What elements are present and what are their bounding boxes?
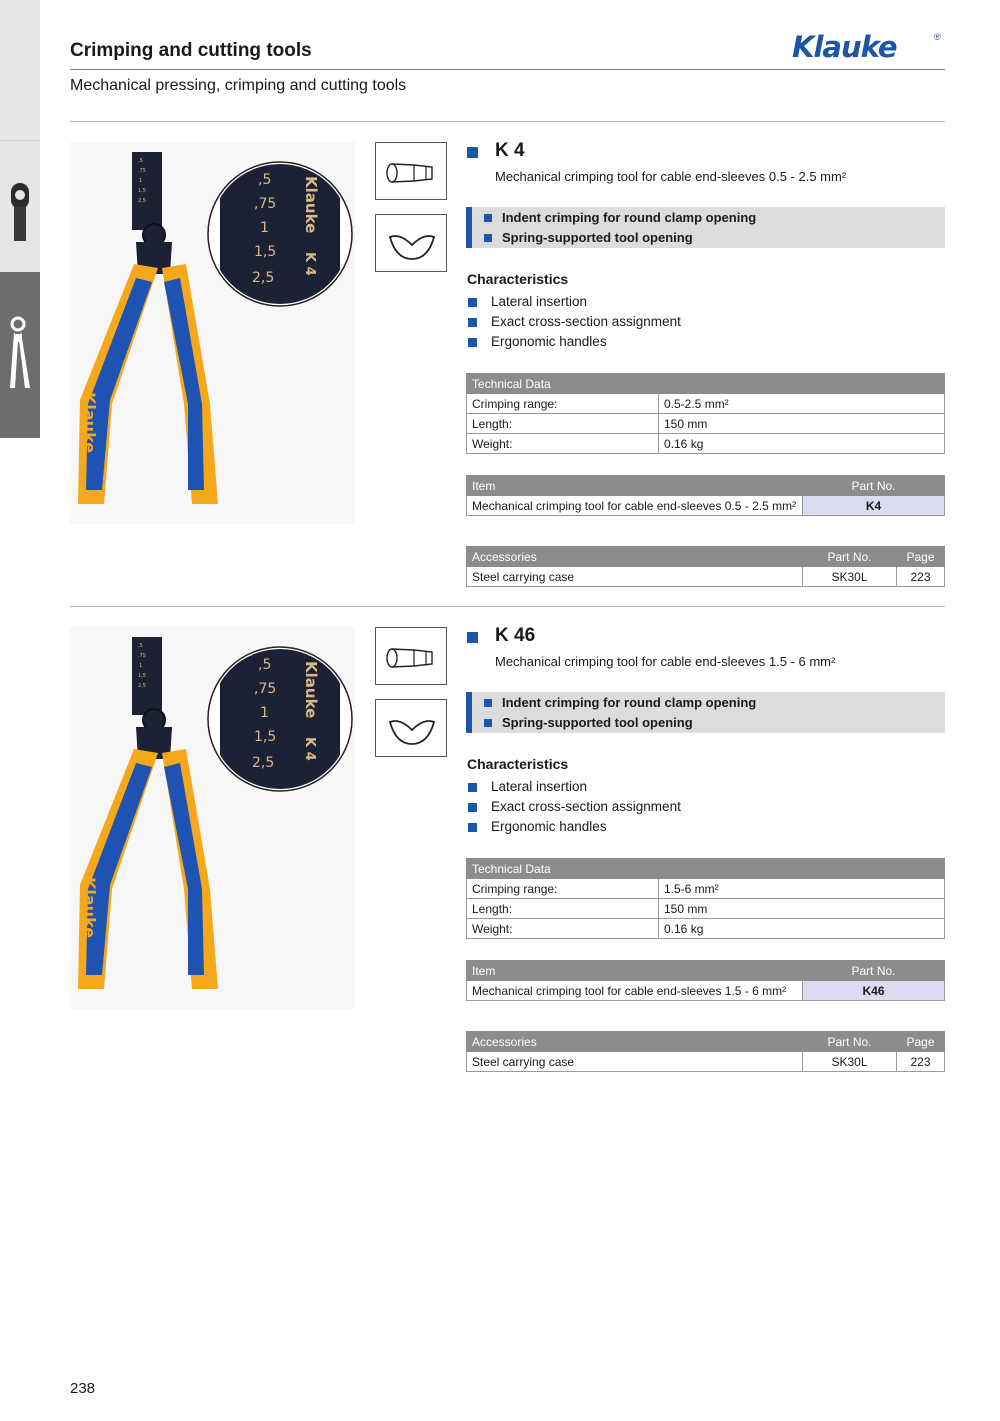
product-bullet [467,632,478,643]
table-row: Length: 150 mm [467,899,945,919]
table-row: Steel carrying case SK30L 223 [467,567,945,587]
svg-text:2,5: 2,5 [252,755,275,771]
table-row: Steel carrying case SK30L 223 [467,1052,945,1072]
end-sleeve-icon [375,142,447,200]
product-photo [70,142,355,524]
svg-text:1: 1 [260,220,269,236]
product-name: K 4 [495,140,525,161]
characteristic-item: Ergonomic handles [491,819,607,834]
characteristic-item: Lateral insertion [491,294,587,309]
svg-text:2,5: 2,5 [138,683,146,689]
table-row: Length: 150 mm [467,414,945,434]
table-row: Weight: 0.16 kg [467,434,945,454]
svg-text:,75: ,75 [254,196,277,212]
table-header: Technical Data [467,374,945,394]
svg-text:1: 1 [260,705,269,721]
handle-brand-text: Klauke [80,877,99,939]
page-subtitle: Mechanical pressing, crimping and cutting tools [70,77,407,94]
accessories-table: Accessories Part No. Page Steel carrying case SK30L 223 [466,1031,945,1072]
product-bullet [467,147,478,158]
indent-crimp-profile-icon [375,214,447,272]
product-k4 [0,122,1000,592]
svg-text:,75: ,75 [254,681,277,697]
svg-text:1,5: 1,5 [138,673,146,679]
svg-text:,75: ,75 [138,168,146,174]
crimping-plier-image [70,142,355,524]
characteristic-item: Lateral insertion [491,779,587,794]
table-row: Mechanical crimping tool for cable end-sleeves 0.5 - 2.5 mm² K4 [467,496,945,516]
end-sleeve-icon [375,627,447,685]
characteristics-title: Characteristics [467,756,569,772]
svg-text:K 4: K 4 [302,252,317,276]
feature-item: Spring-supported tool opening [502,230,693,245]
characteristics-title: Characteristics [467,271,569,287]
accessories-table: Accessories Part No. Page Steel carrying case SK30L 223 [466,546,945,587]
crimping-plier-image [70,627,355,1009]
logo-wordmark: Klauke [792,30,897,64]
feature-item: Indent crimping for round clamp opening [502,210,756,225]
svg-text:,75: ,75 [138,653,146,659]
page-number: 238 [70,1380,96,1397]
characteristic-item: Exact cross-section assignment [491,799,681,814]
item-table: Item Part No. Mechanical crimping tool for cable end-sleeves 0.5 - 2.5 mm² K4 [466,475,945,516]
svg-text:,5: ,5 [138,158,143,164]
product-description: Mechanical crimping tool for cable end-sleeves 0.5 - 2.5 mm² [495,169,847,184]
table-row: Crimping range: 0.5-2.5 mm² [467,394,945,414]
svg-text:1,5: 1,5 [138,188,146,194]
characteristic-item: Ergonomic handles [491,334,607,349]
feature-item: Indent crimping for round clamp opening [502,695,756,710]
feature-item: Spring-supported tool opening [502,715,693,730]
svg-text:Klauke: Klauke [302,661,320,719]
svg-text:1,5: 1,5 [254,244,277,260]
item-table: Item Part No. Mechanical crimping tool for cable end-sleeves 1.5 - 6 mm² K46 [466,960,945,1001]
feature-box [466,692,945,733]
svg-text:,5: ,5 [138,643,143,649]
page-title: Crimping and cutting tools [70,40,312,61]
svg-text:1,5: 1,5 [254,729,277,745]
product-name: K 46 [495,625,536,646]
header-divider [70,69,945,70]
svg-text:,5: ,5 [258,172,272,188]
svg-text:1: 1 [139,663,143,669]
table-row: Crimping range: 1.5-6 mm² [467,879,945,899]
part-number: K4 [803,496,945,516]
svg-text:K 4: K 4 [302,737,317,761]
technical-data-table [466,373,945,454]
handle-brand-text: Klauke [80,392,99,454]
product-description: Mechanical crimping tool for cable end-sleeves 1.5 - 6 mm² [495,654,836,669]
table-row: Weight: 0.16 kg [467,919,945,939]
svg-text:,5: ,5 [258,657,272,673]
registered-mark: ® [934,32,941,42]
svg-text:Klauke: Klauke [302,176,320,234]
svg-text:1: 1 [139,178,143,184]
characteristic-item: Exact cross-section assignment [491,314,681,329]
product-k46 [0,607,1000,1077]
table-header: Technical Data [467,859,945,879]
part-number: K46 [803,981,945,1001]
svg-text:2,5: 2,5 [138,198,146,204]
feature-box [466,207,945,248]
technical-data-table [466,858,945,939]
klauke-logo [792,30,947,66]
indent-crimp-profile-icon [375,699,447,757]
product-photo [70,627,355,1009]
svg-text:2,5: 2,5 [252,270,275,286]
table-row: Mechanical crimping tool for cable end-sleeves 1.5 - 6 mm² K46 [467,981,945,1001]
